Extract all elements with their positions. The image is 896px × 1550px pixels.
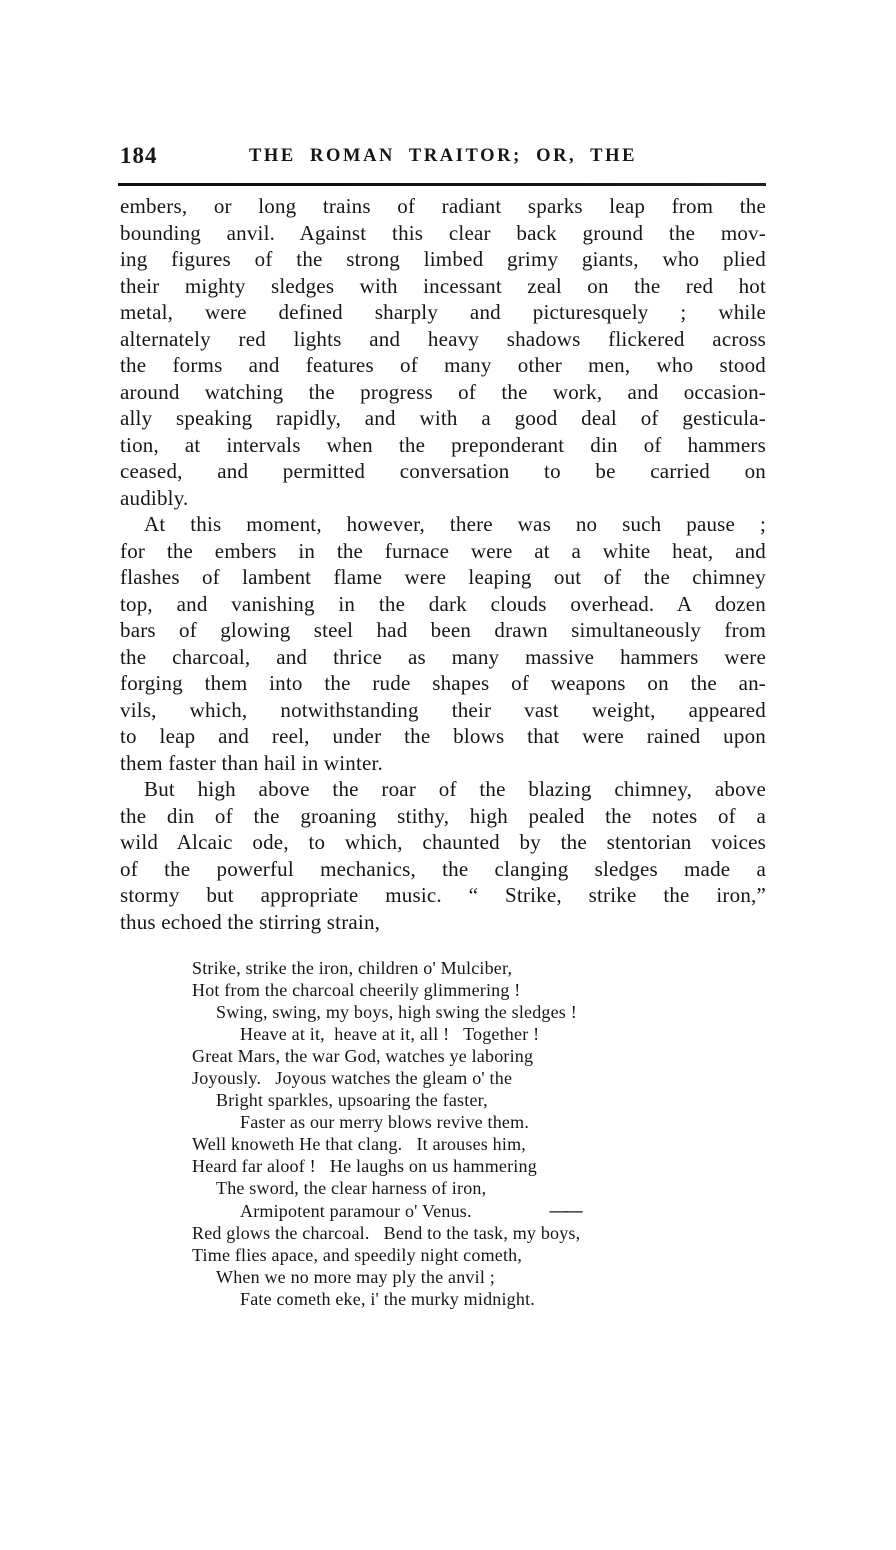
verse-line [192,1001,752,1023]
verse-line-text: Faster as our merry blows revive them. [240,1112,530,1132]
text-line: bars of glowing steel had been drawn simultaneously from [120,618,766,642]
verse-line [192,1133,752,1155]
text-line: thus echoed the stirring strain, [120,909,381,934]
running-header-title: THE ROMAN TRAITOR; OR, THE [248,146,638,166]
verse-line-text: Swing, swing, my boys, high swing the sledges ! [216,1002,577,1022]
text-line: them faster than hail in winter. [120,750,383,775]
verse-line [192,1023,752,1045]
verse-line-text: The sword, the clear harness of iron, [216,1178,487,1198]
text-line: for the embers in the furnace were at a white heat, and [120,538,766,563]
text-line: ing figures of the strong limbed grimy giants, who plied [120,247,766,271]
verse-line-text: Joyously. Joyous watches the gleam o' the [192,1068,513,1088]
text-line: to leap and reel, under the blows that were rained upon [120,724,766,748]
verse-line [192,1067,752,1089]
header-rule [118,183,766,186]
text-line: bounding anvil. Against this clear back ground the mov- [120,220,766,245]
verse-line-text: Fate cometh eke, i' the murky midnight. [240,1289,535,1309]
text-line: the charcoal, and thrice as many massive hammers were [120,644,766,669]
verse-line [192,1199,752,1222]
verse-line [192,1222,752,1244]
verse-line [192,1288,752,1310]
text-line: tion, at intervals when the preponderant din of hammers [120,432,766,457]
verse-line-text: Heard far aloof ! He laughs on us hammering [192,1156,537,1176]
text-line: flashes of lambent flame were leaping out of the chimney [120,565,766,589]
verse-line [192,1155,752,1177]
verse-line [192,1111,752,1133]
text-line: of the powerful mechanics, the clanging sledges made a [120,856,766,881]
verse-line-text: Time flies apace, and speedily night cometh, [192,1245,523,1265]
verse-line [192,1266,752,1288]
verse-line [192,1177,752,1199]
text-line: embers, or long trains of radiant sparks leap from the [120,194,766,218]
text-line: But high above the roar of the blazing chimney, above [144,777,766,801]
text-line: top, and vanishing in the dark clouds overhead. A dozen [120,591,766,616]
text-line: audibly. [120,485,189,510]
verse-line [192,1045,752,1067]
verse-line-text: When we no more may ply the anvil ; [216,1267,495,1287]
text-line: wild Alcaic ode, to which, chaunted by the stentorian voices [120,830,766,854]
text-line: alternately red lights and heavy shadows flickered across [120,326,766,351]
text-line: forging them into the rude shapes of weapons on the an- [120,671,766,695]
verse-block [192,957,752,1310]
text-line: metal, were defined sharply and picturesquely ; while [120,300,766,324]
verse-line-text: Red glows the charcoal. Bend to the task, my boys, [192,1223,581,1243]
verse-line [192,1089,752,1111]
page-header [120,143,766,175]
verse-line [192,1244,752,1266]
body-text [120,193,766,935]
text-line: vils, which, notwithstanding their vast weight, appeared [120,697,766,722]
text-line: ally speaking rapidly, and with a good deal of gesticula- [120,406,766,430]
verse-line-text: Great Mars, the war God, watches ye laboring [192,1046,534,1066]
text-line: stormy but appropriate music. “ Strike, strike the iron,” [120,883,766,907]
verse-line-text: Bright sparkles, upsoaring the faster, [216,1090,488,1110]
text-line: their mighty sledges with incessant zeal on the red hot [120,273,766,298]
text-line: ceased, and permitted conversation to be carried on [120,459,766,483]
text-line: At this moment, however, there was no such pause ; [144,512,766,536]
verse-line [192,979,752,1001]
verse-line-text: Strike, strike the iron, children o' Mulciber, [192,958,513,978]
verse-line-text: Heave at it, heave at it, all ! Together ! [240,1024,540,1044]
verse-line-text: Armipotent paramour o' Venus. [240,1201,472,1221]
text-line: the din of the groaning stithy, high pealed the notes of a [120,803,766,828]
verse-line-text: Well knoweth He that clang. It arouses him, [192,1134,526,1154]
text-line: the forms and features of many other men, who stood [120,353,766,377]
verse-line-text: Hot from the charcoal cheerily glimmering ! [192,980,521,1000]
text-line: around watching the progress of the work, and occasion- [120,379,766,404]
verse-line [192,957,752,979]
printer-dash: —— [549,1200,580,1220]
page-number: 184 [120,143,158,168]
